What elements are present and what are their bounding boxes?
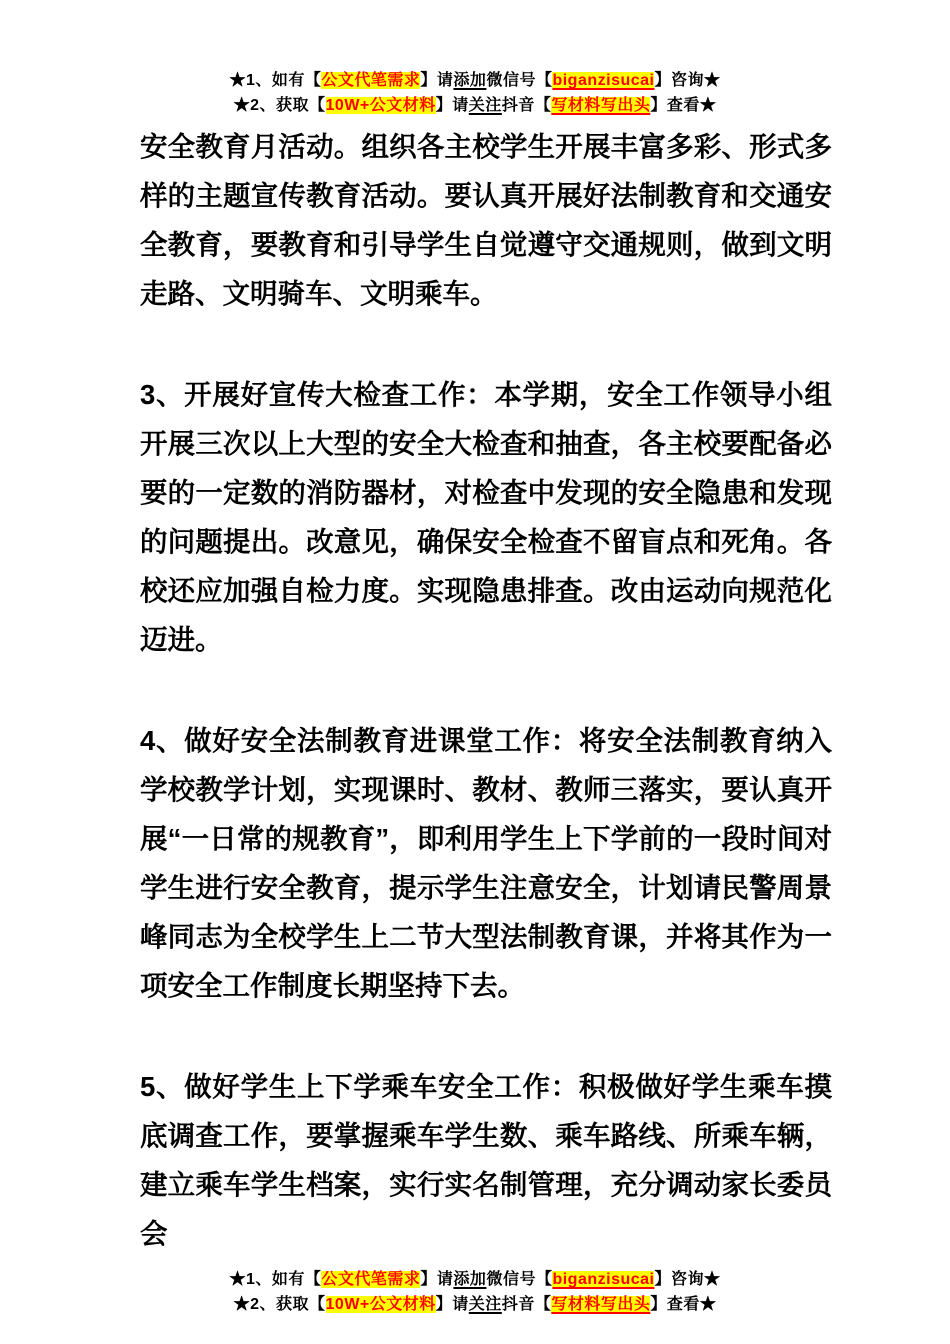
document-body	[140, 122, 832, 1258]
highlight-material-phrase: 10W+公文材料	[325, 97, 436, 114]
banner-text: ★1、如有【	[229, 72, 322, 89]
promo-banner-bottom	[0, 1267, 950, 1317]
banner-text: ★1、如有【	[229, 1271, 322, 1288]
banner-text: 】请	[420, 1271, 454, 1288]
banner-text: ★2、获取【	[233, 1296, 326, 1313]
promo-banner-line-2	[0, 93, 950, 118]
highlight-service-phrase: 公文代笔需求	[321, 1271, 421, 1288]
banner-text: 】请	[435, 97, 469, 114]
paragraph-item-3: 3、开展好宣传大检查工作：本学期，安全工作领导小组开展三次以上大型的安全大检查和抽查，各主校要配备必要的一定数的消防器材，对检查中发现的安全隐患和发现的问题提出。改意见，确保安全检查不留盲点和死角。各校还应加强自检力度。实现隐患排查。改由运动向规范化迈进。	[140, 379, 832, 655]
banner-text: 微信号【	[486, 72, 553, 89]
wechat-id: biganzisucai	[552, 1271, 655, 1288]
wechat-id: biganzisucai	[552, 72, 655, 89]
promo-banner-line-1	[0, 68, 950, 93]
banner-text: 】咨询★	[654, 72, 721, 89]
underlined-action-word: 添加	[453, 1271, 487, 1288]
highlight-service-phrase: 公文代笔需求	[321, 72, 421, 89]
banner-text: 微信号【	[486, 1271, 553, 1288]
paragraph-item-4: 4、做好安全法制教育进课堂工作：将安全法制教育纳入学校教学计划，实现课时、教材、教师三落实，要认真开展“一日常的规教育”，即利用学生上下学前的一段时间对学生进行安全教育，提示学生注意安全，计划请民警周景峰同志为全校学生上二节大型法制教育课，并将其作为一项安全工作制度长期坚持下去。	[140, 725, 832, 1001]
banner-text: 抖音【	[501, 97, 552, 114]
banner-text: ★2、获取【	[233, 97, 326, 114]
underlined-action-word: 关注	[468, 1296, 502, 1313]
douyin-account-name: 写材料写出头	[551, 97, 651, 114]
promo-banner-line-1	[0, 1267, 950, 1292]
banner-text: 】查看★	[650, 1296, 717, 1313]
banner-text: 】请	[420, 72, 454, 89]
banner-text: 】咨询★	[654, 1271, 721, 1288]
banner-text: 抖音【	[501, 1296, 552, 1313]
paragraph-continuation: 安全教育月活动。组织各主校学生开展丰富多彩、形式多样的主题宣传教育活动。要认真开展好法制教育和交通安全教育，要教育和引导学生自觉遵守交通规则，做到文明走路、文明骑车、文明乘车。	[140, 131, 832, 309]
promo-banner-line-2	[0, 1292, 950, 1317]
banner-text: 】查看★	[650, 97, 717, 114]
promo-banner-top	[0, 0, 950, 118]
paragraph-item-5: 5、做好学生上下学乘车安全工作：积极做好学生乘车摸底调查工作，要掌握乘车学生数、乘车路线、所乘车辆，建立乘车学生档案，实行实名制管理，充分调动家长委员会	[140, 1071, 832, 1249]
banner-text: 】请	[435, 1296, 469, 1313]
douyin-account-name: 写材料写出头	[551, 1296, 651, 1313]
highlight-material-phrase: 10W+公文材料	[325, 1296, 436, 1313]
underlined-action-word: 添加	[453, 72, 487, 89]
underlined-action-word: 关注	[468, 97, 502, 114]
